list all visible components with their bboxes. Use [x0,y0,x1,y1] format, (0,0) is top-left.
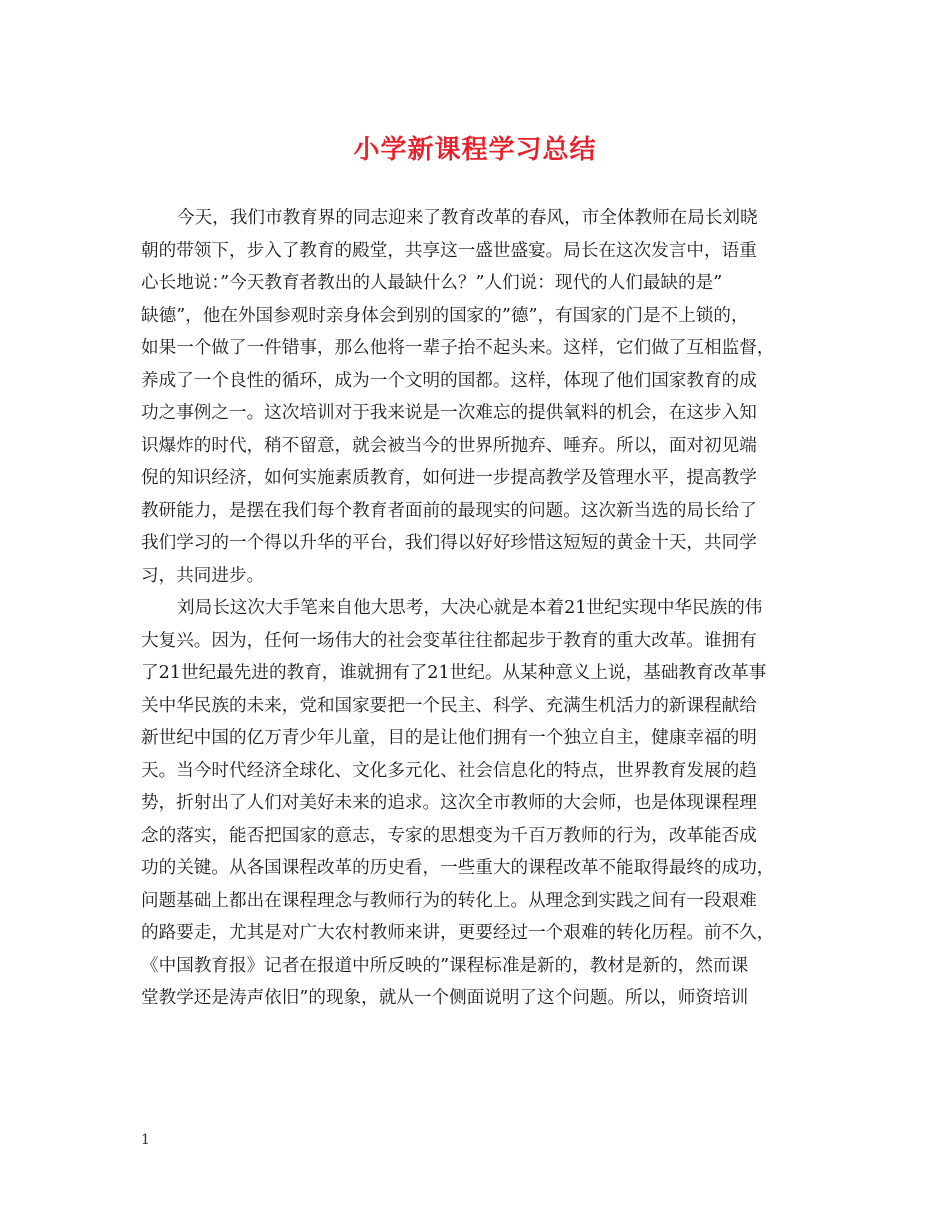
text-line: 功的关键。从各国课程改革的历史看，一些重大的课程改革不能取得最终的成功， [141,858,775,878]
text-line: 教研能力，是摆在我们每个教育者面前的最现实的问题。这次新当选的局长给了 [141,500,757,521]
text-line: 问题基础上都出在课程理念与教师行为的转化上。从理念到实践之间有一段艰难 [141,890,757,911]
text-line: 刘局长这次大手笔来自他大思考，大决心就是本着21世纪实现中华民族的伟 [177,598,763,618]
text-line: 关中华民族的未来，党和国家要把一个民主、科学、充满生机活力的新课程献给 [141,695,757,716]
text-line: 功之事例之一。这次培训对于我来说是一次难忘的提供氧料的机会，在这步入知 [141,403,757,423]
text-line: 识爆炸的时代，稍不留意，就会被当今的世界所抛弃、唾弃。所以，面对初见端 [141,435,757,456]
text-line: 我们学习的一个得以升华的平台，我们得以好好珍惜这短短的黄金十天，共同学 [141,533,757,553]
page-number: 1 [141,1132,150,1148]
text-line: 大复兴。因为，任何一场伟大的社会变革往往都起步于教育的重大改革。谁拥有 [141,630,757,651]
text-line: 今天，我们市教育界的同志迎来了教育改革的春风，市全体教师在局长刘晓 [177,208,758,228]
text-line: 的路要走，尤其是对广大农村教师来讲，更要经过一个艰难的转化历程。前不久， [141,923,775,943]
text-line: 堂教学还是涛声依旧”的现象，就从一个侧面说明了这个问题。所以，师资培训 [141,988,749,1008]
text-line: 养成了一个良性的循环，成为一个文明的国都。这样，体现了他们国家教育的成 [141,370,757,391]
text-line: 习，共同进步。 [141,565,265,586]
text-line: 念的落实，能否把国家的意志，专家的思想变为千百万教师的行为，改革能否成 [141,825,757,846]
text-line: 《中国教育报》记者在报道中所反映的”课程标准是新的，教材是新的，然而课 [141,955,749,976]
document-body [141,202,811,1015]
text-line: 缺德”，他在外国参观时亲身体会到别的国家的”德”，有国家的门是不上锁的， [141,305,749,326]
text-line: 了21世纪最先进的教育，谁就拥有了21世纪。从某种意义上说，基础教育改革事 [141,663,767,683]
text-line: 天。当今时代经济全球化、文化多元化、社会信息化的特点，世界教育发展的趋 [141,760,757,781]
text-line: 朝的带领下，步入了教育的殿堂，共享这一盛世盛宴。局长在这次发言中，语重 [141,240,757,261]
text-line: 倪的知识经济，如何实施素质教育，如何进一步提高教学及管理水平，提高教学 [141,468,757,488]
text-line: 势，折射出了人们对美好未来的追求。这次全市教师的大会师，也是体现课程理 [141,793,757,813]
text-line: 心长地说：”今天教育者教出的人最缺什么？”人们说：现代的人们最缺的是” [141,273,723,293]
text-line: 新世纪中国的亿万青少年儿童，目的是让他们拥有一个独立自主，健康幸福的明 [141,728,757,748]
text-line: 如果一个做了一件错事，那么他将一辈子抬不起头来。这样，它们做了互相监督， [141,338,775,358]
document-title: 小学新课程学习总结 [353,135,597,165]
